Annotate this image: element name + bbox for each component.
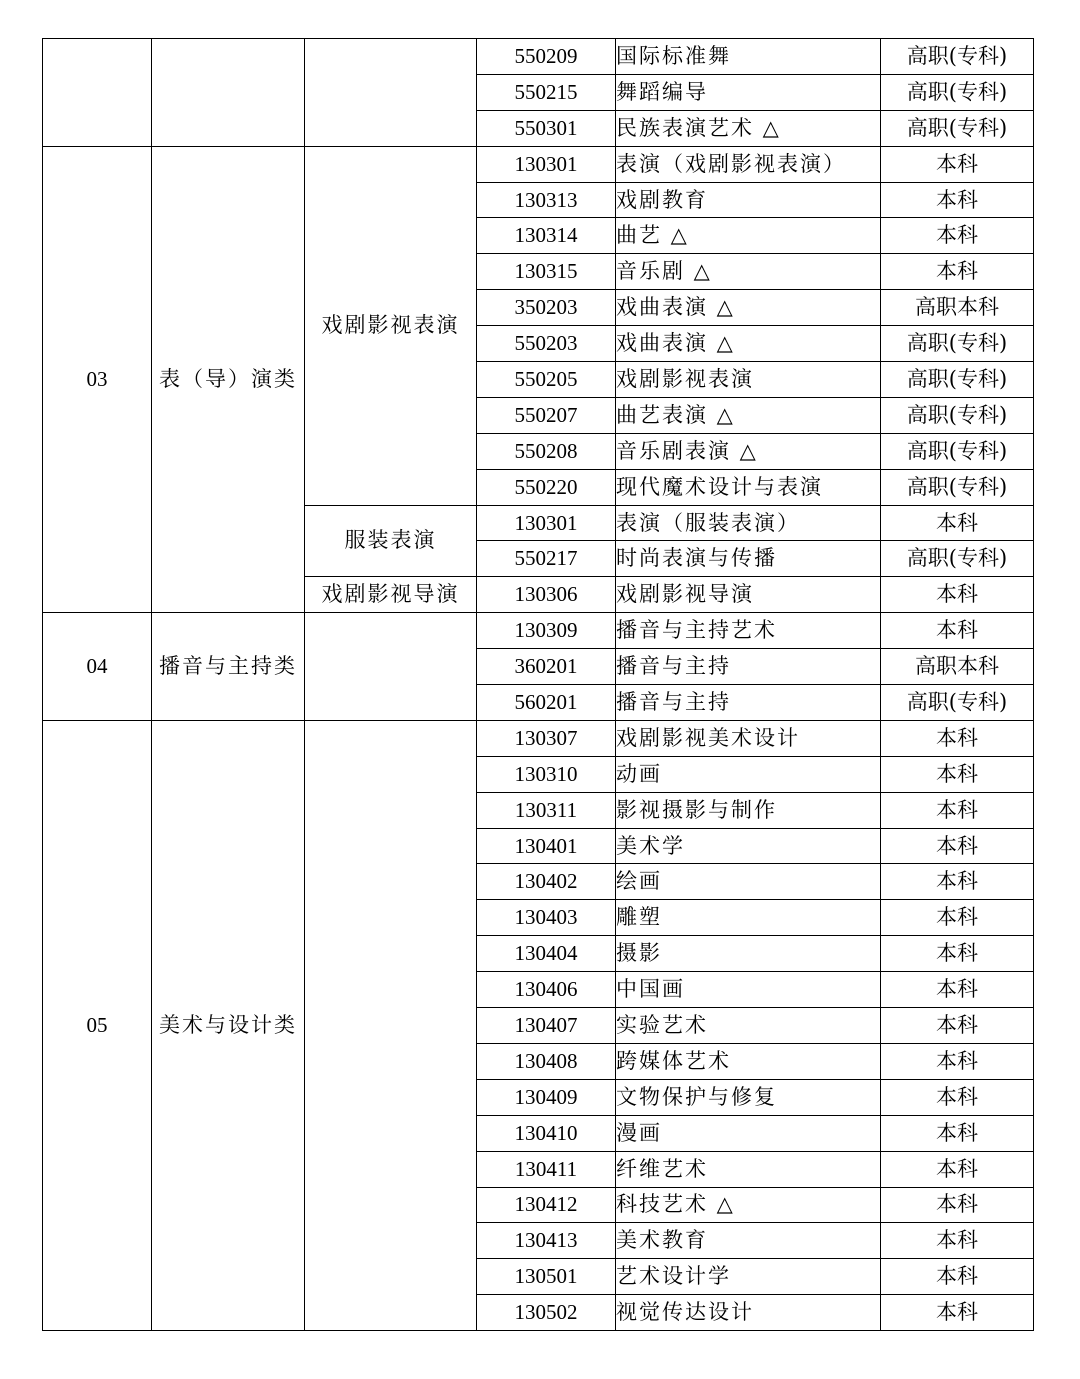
education-level-cell: 本科 — [881, 864, 1034, 900]
subcategory-cell — [305, 613, 477, 721]
education-level-cell: 高职(专科) — [881, 685, 1034, 721]
category-name-cell — [152, 39, 305, 147]
major-code-cell: 130301 — [477, 146, 616, 182]
major-code-cell: 550209 — [477, 39, 616, 75]
major-name-cell: 实验艺术 — [616, 1008, 881, 1044]
major-code-cell: 130310 — [477, 756, 616, 792]
major-name-cell: 视觉传达设计 — [616, 1295, 881, 1331]
major-name-cell: 摄影 — [616, 936, 881, 972]
education-level-cell: 本科 — [881, 1187, 1034, 1223]
education-level-cell: 本科 — [881, 1079, 1034, 1115]
education-level-cell: 高职本科 — [881, 649, 1034, 685]
major-code-cell: 550215 — [477, 74, 616, 110]
major-name-cell: 戏剧教育 — [616, 182, 881, 218]
major-code-cell: 130313 — [477, 182, 616, 218]
education-level-cell: 本科 — [881, 254, 1034, 290]
education-level-cell: 高职(专科) — [881, 397, 1034, 433]
major-code-cell: 360201 — [477, 649, 616, 685]
table-row — [43, 39, 1034, 75]
major-code-cell: 130306 — [477, 577, 616, 613]
major-name-cell: 科技艺术 △ — [616, 1187, 881, 1223]
education-level-cell: 本科 — [881, 792, 1034, 828]
education-level-cell: 本科 — [881, 218, 1034, 254]
education-level-cell: 本科 — [881, 505, 1034, 541]
education-level-cell: 高职(专科) — [881, 469, 1034, 505]
education-level-cell: 本科 — [881, 182, 1034, 218]
education-level-cell: 本科 — [881, 756, 1034, 792]
major-name-cell: 纤维艺术 — [616, 1151, 881, 1187]
subcategory-cell: 戏剧影视表演 — [305, 146, 477, 505]
major-name-cell: 中国画 — [616, 972, 881, 1008]
education-level-cell: 本科 — [881, 1008, 1034, 1044]
major-code-cell: 130311 — [477, 792, 616, 828]
education-level-cell: 本科 — [881, 1223, 1034, 1259]
category-number-cell — [43, 39, 152, 147]
table-row — [43, 613, 1034, 649]
subcategory-cell — [305, 39, 477, 147]
major-code-cell: 550220 — [477, 469, 616, 505]
education-level-cell: 本科 — [881, 1295, 1034, 1331]
major-code-cell: 130404 — [477, 936, 616, 972]
major-name-cell: 国际标准舞 — [616, 39, 881, 75]
major-name-cell: 跨媒体艺术 — [616, 1043, 881, 1079]
education-level-cell: 本科 — [881, 828, 1034, 864]
major-name-cell: 漫画 — [616, 1115, 881, 1151]
major-code-cell: 130402 — [477, 864, 616, 900]
category-name-cell: 美术与设计类 — [152, 720, 305, 1330]
major-code-cell: 130413 — [477, 1223, 616, 1259]
major-name-cell: 戏曲表演 △ — [616, 326, 881, 362]
major-code-cell: 130301 — [477, 505, 616, 541]
major-name-cell: 艺术设计学 — [616, 1259, 881, 1295]
category-name-cell: 播音与主持类 — [152, 613, 305, 721]
major-name-cell: 戏剧影视导演 — [616, 577, 881, 613]
category-number-cell: 04 — [43, 613, 152, 721]
major-name-cell: 音乐剧 △ — [616, 254, 881, 290]
major-name-cell: 时尚表演与传播 — [616, 541, 881, 577]
category-number-cell: 05 — [43, 720, 152, 1330]
major-name-cell: 绘画 — [616, 864, 881, 900]
education-level-cell: 本科 — [881, 146, 1034, 182]
major-code-cell: 130401 — [477, 828, 616, 864]
education-level-cell: 高职本科 — [881, 290, 1034, 326]
major-code-cell: 130406 — [477, 972, 616, 1008]
major-code-cell: 550207 — [477, 397, 616, 433]
subcategory-cell: 戏剧影视导演 — [305, 577, 477, 613]
major-name-cell: 文物保护与修复 — [616, 1079, 881, 1115]
subcategory-cell: 服装表演 — [305, 505, 477, 577]
major-code-cell: 130403 — [477, 900, 616, 936]
category-name-cell: 表（导）演类 — [152, 146, 305, 613]
major-code-cell: 560201 — [477, 685, 616, 721]
education-level-cell: 高职(专科) — [881, 362, 1034, 398]
education-level-cell: 本科 — [881, 1151, 1034, 1187]
major-code-cell: 130411 — [477, 1151, 616, 1187]
education-level-cell: 本科 — [881, 1259, 1034, 1295]
education-level-cell: 本科 — [881, 1115, 1034, 1151]
major-name-cell: 美术教育 — [616, 1223, 881, 1259]
education-level-cell: 高职(专科) — [881, 433, 1034, 469]
major-code-cell: 550205 — [477, 362, 616, 398]
major-name-cell: 播音与主持艺术 — [616, 613, 881, 649]
subcategory-cell — [305, 720, 477, 1330]
major-code-cell: 130502 — [477, 1295, 616, 1331]
major-name-cell: 舞蹈编导 — [616, 74, 881, 110]
major-name-cell: 戏曲表演 △ — [616, 290, 881, 326]
education-level-cell: 本科 — [881, 936, 1034, 972]
major-code-cell: 550203 — [477, 326, 616, 362]
table-row — [43, 146, 1034, 182]
major-code-cell: 130314 — [477, 218, 616, 254]
education-level-cell: 本科 — [881, 900, 1034, 936]
major-code-cell: 130408 — [477, 1043, 616, 1079]
major-code-cell: 550208 — [477, 433, 616, 469]
education-level-cell: 高职(专科) — [881, 326, 1034, 362]
major-name-cell: 现代魔术设计与表演 — [616, 469, 881, 505]
major-code-cell: 130409 — [477, 1079, 616, 1115]
major-name-cell: 民族表演艺术 △ — [616, 110, 881, 146]
table-body — [43, 39, 1034, 1331]
major-code-cell: 130307 — [477, 720, 616, 756]
major-name-cell: 戏剧影视美术设计 — [616, 720, 881, 756]
education-level-cell: 高职(专科) — [881, 541, 1034, 577]
education-level-cell: 本科 — [881, 613, 1034, 649]
major-name-cell: 播音与主持 — [616, 685, 881, 721]
major-name-cell: 曲艺表演 △ — [616, 397, 881, 433]
major-name-cell: 表演（戏剧影视表演） — [616, 146, 881, 182]
major-name-cell: 曲艺 △ — [616, 218, 881, 254]
major-name-cell: 音乐剧表演 △ — [616, 433, 881, 469]
major-code-cell: 350203 — [477, 290, 616, 326]
major-code-cell: 550217 — [477, 541, 616, 577]
education-level-cell: 本科 — [881, 720, 1034, 756]
major-code-cell: 130309 — [477, 613, 616, 649]
major-code-cell: 130412 — [477, 1187, 616, 1223]
education-level-cell: 高职(专科) — [881, 39, 1034, 75]
education-level-cell: 高职(专科) — [881, 110, 1034, 146]
major-name-cell: 戏剧影视表演 — [616, 362, 881, 398]
education-level-cell: 本科 — [881, 972, 1034, 1008]
category-number-cell: 03 — [43, 146, 152, 613]
major-code-cell: 130501 — [477, 1259, 616, 1295]
major-catalog-table — [42, 38, 1034, 1331]
major-code-cell: 130315 — [477, 254, 616, 290]
major-name-cell: 雕塑 — [616, 900, 881, 936]
major-code-cell: 550301 — [477, 110, 616, 146]
major-code-cell: 130407 — [477, 1008, 616, 1044]
major-name-cell: 美术学 — [616, 828, 881, 864]
major-name-cell: 动画 — [616, 756, 881, 792]
major-name-cell: 表演（服装表演） — [616, 505, 881, 541]
major-name-cell: 播音与主持 — [616, 649, 881, 685]
major-code-cell: 130410 — [477, 1115, 616, 1151]
major-name-cell: 影视摄影与制作 — [616, 792, 881, 828]
education-level-cell: 本科 — [881, 1043, 1034, 1079]
education-level-cell: 高职(专科) — [881, 74, 1034, 110]
education-level-cell: 本科 — [881, 577, 1034, 613]
table-row — [43, 720, 1034, 756]
